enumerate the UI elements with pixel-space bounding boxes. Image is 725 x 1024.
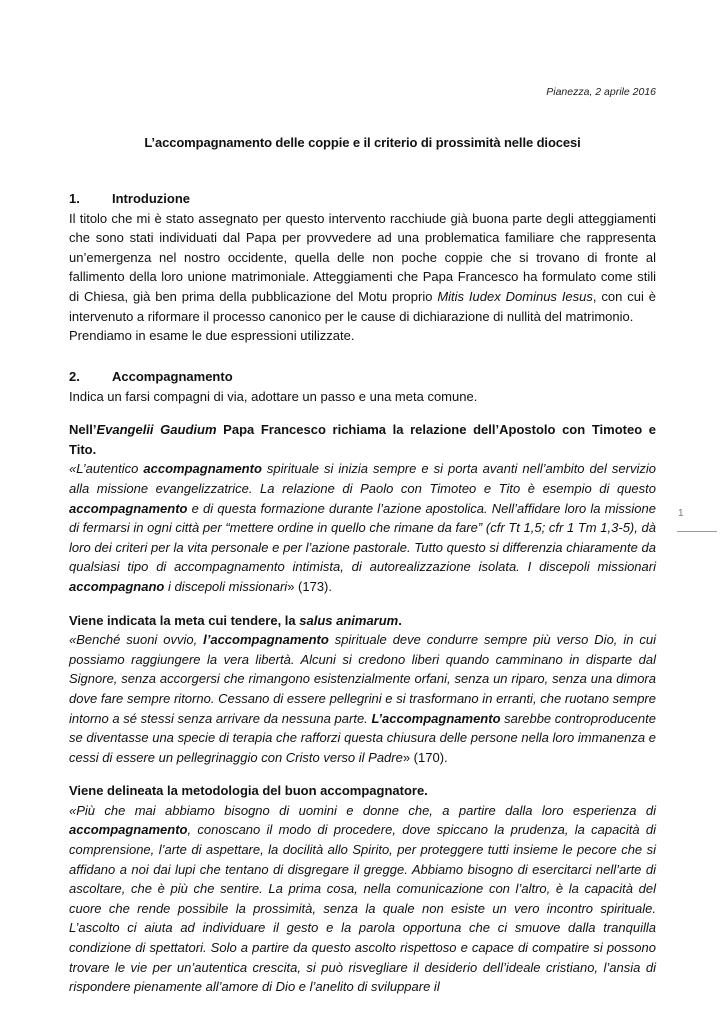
section-title: Introduzione [112, 191, 190, 206]
quote-170: «Benché suoni ovvio, l’accompagnamento spirituale deve condurre sempre più verso Dio, in cui possiamo raggiungere la vera libertà. Alcuni si credono liberi quando camminano in disparte dal Signore, senza accorgersi che rimangono esistenzialmente orfani, senza un riparo, senza una dimora dove fare sempre ritorno. Cessano di essere pellegrini e si trasformano in erranti, che ruotano sempre intorno a sé stessi senza arrivare da nessuna parte. L’accompagnamento sarebbe controproducente se diventasse una specie di terapia che rafforzi questa chiusura delle persone nella loro immanenza e cessi di essere un pellegrinaggio con Cristo verso il Padre» (170). [69, 632, 656, 765]
section-heading [69, 367, 656, 387]
date-place-line: Pianezza, 2 aprile 2016 [546, 86, 656, 98]
section-number: 2. [69, 369, 80, 384]
citation-ref: » (173). [287, 578, 332, 594]
section-introduzione [69, 189, 656, 346]
section-number: 1. [69, 191, 80, 206]
intro-paragraph: Il titolo che mi è stato assegnato per questo intervento racchiude già buona parte degli atteggiamenti che sono stati individuati dal Papa per provvedere ad una problematica familiare che rappresenta un’emergenza nel nostro occidente, quella delle non poche coppie che si trovano di fronte al fallimento della loro unione matrimoniale. Atteggiamenti che Papa Francesco ha formulato come stili di Chiesa, già ben prima della pubblicazione del Motu proprio Mitis Iudex Dominus Iesus, con cui è intervenuto a riformare il processo canonico per le cause di dichiarazione di nullità del matrimonio. [69, 210, 656, 324]
document-title: L’accompagnamento delle coppie e il criterio di prossimità nelle diocesi [144, 135, 581, 150]
section-heading [69, 189, 656, 209]
page-number-rule [677, 531, 717, 532]
intro-closing-line: Prendiamo in esame le due espressioni utilizzate. [69, 328, 355, 344]
quote-metodologia: «Più che mai abbiamo bisogno di uomini e donne che, a partire dalla loro esperienza di accompagnamento, conoscano il modo di procedere, dove spiccano la prudenza, la capacità di comprensione, l’arte di aspettare, la docilità allo Spirito, per proteggere tutti insieme le pecore che si affidano a noi dai lupi che tentano di disgregare il gregge. Abbiamo bisogno di esercitarci nell’arte di ascoltare, che è più che sentire. La prima cosa, nella comunicazione con l’altro, è la capacità del cuore che rende possibile la prossimità, senza la quale non esiste un vero incontro spirituale. L’ascolto ci aiuta ad individuare il gesto e la parola opportuna che ci smuove dalla tranquilla condizione di spettatori. Solo a partire da questo ascolto rispettoso e capace di compatire si possono trovare le vie per un’autentica crescita, si può risvegliare il desiderio dell’ideale cristiano, l’ansia di rispondere pienamente all’amore di Dio e l’anelito di sviluppare il [69, 802, 656, 995]
quote-173: «L’autentico accompagnamento spirituale si inizia sempre e si porta avanti nell’ambito del servizio alla missione evangelizzatrice. La relazione di Paolo con Timoteo e Tito è esempio di questo accompagnamento e di questa formazione durante l’azione apostolica. Nell’affidare loro la missione di fermarsi in ogni città per “mettere ordine in quello che rimane da fare” (cfr Tt 1,5; cfr 1 Tm 1,3-5), dà loro dei criteri per la vita personale e per l’azione pastorale. Tutto questo si differenzia chiaramente da qualsiasi tipo di accompagnamento intimista, di autorealizzazione isolata. I discepoli missionari accompagnano i discepoli missionari» (173). [69, 461, 656, 594]
block-lead-metodologia: Viene delineata la metodologia del buon accompagnatore. [69, 783, 428, 799]
section-accompagnamento [69, 367, 656, 997]
section-intro-line: Indica un farsi compagni di via, adottare un passo e una meta comune. [69, 388, 478, 404]
page-number: 1 [678, 508, 684, 519]
block-lead-meta: Viene indicata la meta cui tendere, la salus animarum. [69, 612, 402, 628]
citation-ref: » (170). [402, 749, 448, 765]
block-lead-evangelii: Nell’Evangelii Gaudium Papa Francesco richiama la relazione dell’Apostolo con Timoteo e Tito. [69, 422, 656, 457]
motu-proprio-title: Mitis Iudex Dominus Iesus [437, 288, 593, 304]
section-title: Accompagnamento [112, 369, 233, 384]
